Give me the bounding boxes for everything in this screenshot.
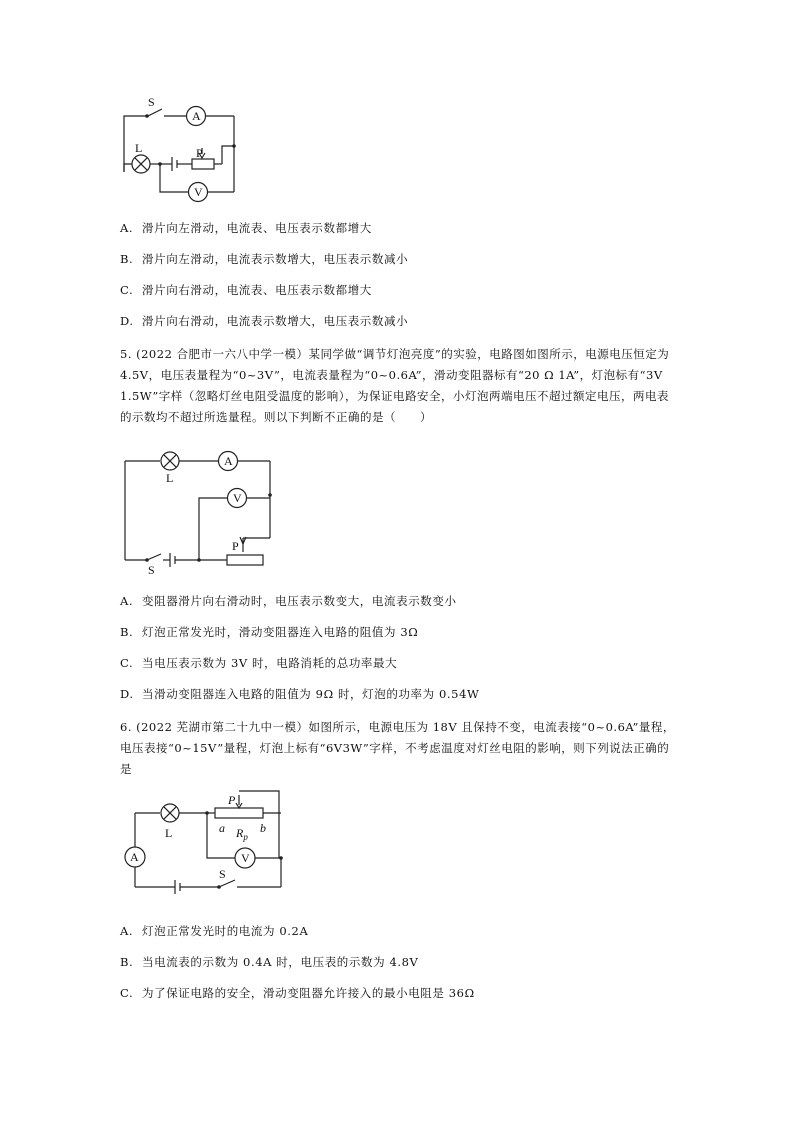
lamp-label: L <box>135 141 143 155</box>
q6-option-b: B. 当电流表的示数为 0.4A 时，电压表的示数为 4.8V <box>120 955 419 969</box>
slider-label: P <box>228 793 236 807</box>
circuit-diagram-2 <box>115 448 285 580</box>
switch-label: S <box>219 867 226 881</box>
q5-option-d: D. 当滑动变阻器连入电路的阻值为 9Ω 时，灯泡的功率为 0.54W <box>120 687 480 701</box>
ammeter-label: A <box>130 850 139 864</box>
q4-option-d: D. 滑片向右滑动，电流表示数增大，电压表示数减小 <box>120 314 409 328</box>
ammeter-label: A <box>224 454 233 468</box>
end-b-label: b <box>260 821 266 835</box>
q5-stem: 5. (2022 合肥市一六八中学一模）某同学做“调节灯泡亮度”的实验，电路图如图所示，电源电压恒定为 4.5V，电压表量程为“0~3V”，电流表量程为“0~0.6A”，滑动变阻器标有“20 Ω 1A”，灯泡标有“3V 1.5W”字样（忽略灯丝电阻受温度的影响），为保证电路安全，小灯泡两端电压不超过额定电压，两电表的示数均不超过所选量程。则以下判断不正确的是（ ） <box>120 347 670 424</box>
circuit-diagram-3 <box>115 783 290 903</box>
q5-option-a: A. 变阻器滑片向右滑动时，电压表示数变大，电流表示数变小 <box>120 594 457 608</box>
q6-stem: 6. (2022 芜湖市第二十九中一模）如图所示，电源电压为 18V 且保持不变，电流表接“0~0.6A”量程，电压表接“0~15V”量程，灯泡上标有“6V3W”字样，不考虑温度对灯丝电阻的影响，则下列说法正确的是 <box>120 720 675 776</box>
slider-label: P <box>196 146 203 160</box>
lamp-label: L <box>166 471 174 485</box>
voltmeter-label: V <box>233 491 242 505</box>
slider-label: P <box>232 539 239 553</box>
q6-option-a: A. 灯泡正常发光时的电流为 0.2A <box>120 924 309 938</box>
switch-label: S <box>148 95 155 109</box>
ammeter-label: A <box>192 109 201 123</box>
lamp-label: L <box>165 826 173 840</box>
q4-option-c: C. 滑片向右滑动，电流表、电压表示数都增大 <box>120 283 372 297</box>
resistor-label: $R_p$ <box>236 826 248 842</box>
q6-option-c: C. 为了保证电路的安全，滑动变阻器允许接入的最小电阻是 36Ω <box>120 986 475 1000</box>
q5-option-c: C. 当电压表示数为 3V 时，电路消耗的总功率最大 <box>120 656 398 670</box>
q5-option-b: B. 灯泡正常发光时，滑动变阻器连入电路的阻值为 3Ω <box>120 625 419 639</box>
end-a-label: a <box>219 821 225 835</box>
circuit-diagram-1 <box>110 90 260 205</box>
q4-option-b: B. 滑片向左滑动，电流表示数增大，电压表示数减小 <box>120 252 409 266</box>
voltmeter-label: V <box>194 185 203 199</box>
q4-option-a: A. 滑片向左滑动，电流表、电压表示数都增大 <box>120 221 372 235</box>
switch-label: S <box>148 563 155 577</box>
voltmeter-label: V <box>241 851 250 865</box>
